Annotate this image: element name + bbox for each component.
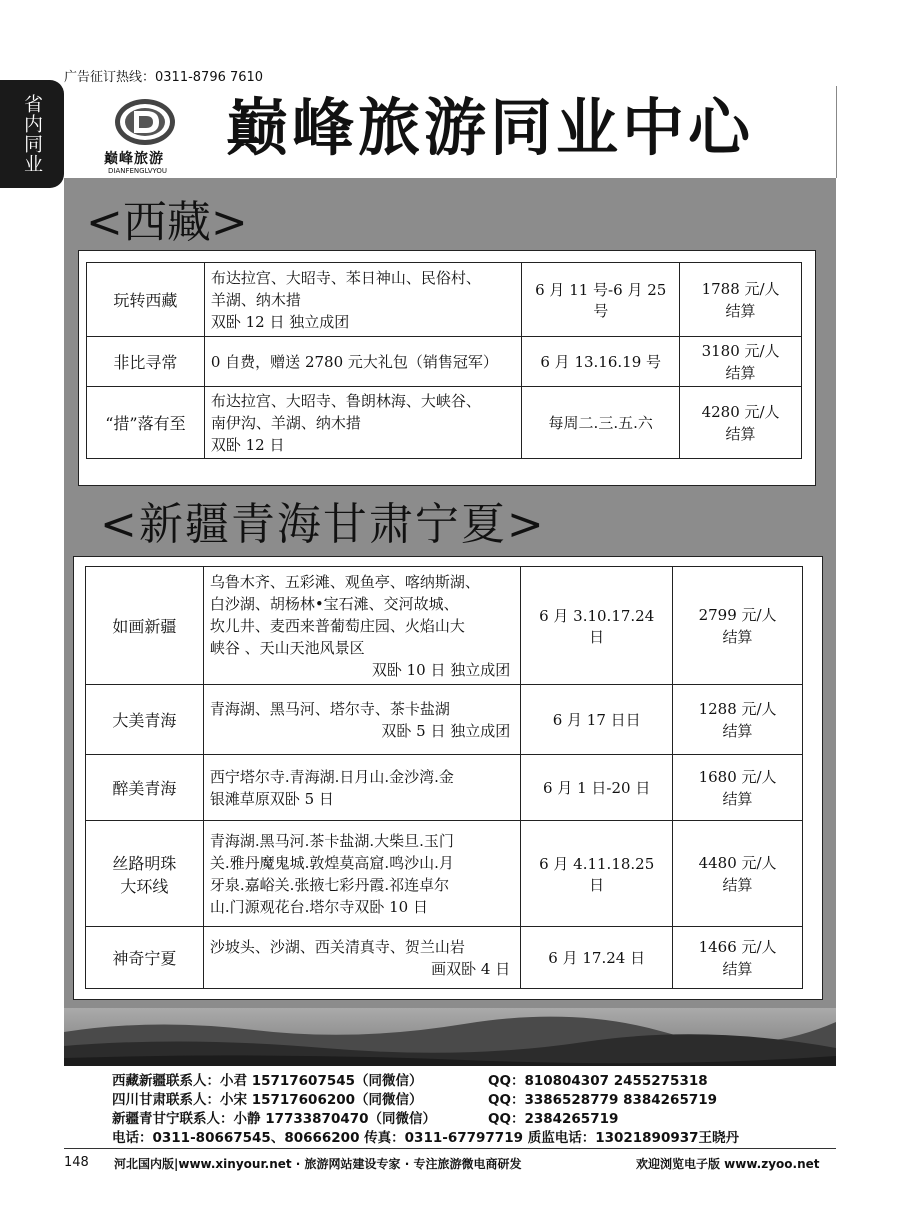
route-detail (204, 337, 521, 387)
cell-line: 双卧 12 日 独立成团 (210, 312, 350, 331)
cell-line: 结算 (722, 789, 753, 808)
cell-line: 醉美青海 (112, 779, 177, 798)
cell-line: 结算 (725, 363, 756, 382)
route-detail (203, 927, 520, 989)
route-name (86, 685, 204, 755)
cell-line: 画双卧 4 日 (431, 959, 511, 978)
cell-line: 2799 元/人 (698, 605, 777, 624)
cell-line: 双卧 10 日 独立成团 (371, 660, 511, 679)
cell-line: 6 月 1 日-20 日 (543, 779, 651, 797)
cell-line: 双卧 5 日 独立成团 (381, 721, 511, 740)
route-detail (204, 387, 521, 459)
logo-icon (112, 96, 178, 148)
departure-date (521, 927, 673, 989)
contact-left: 西藏新疆联系人：小君 15717607545（同微信） (112, 1073, 423, 1089)
contact-row (112, 1129, 739, 1148)
section-title-tibet: <西藏> (86, 197, 248, 248)
price (673, 755, 803, 821)
cell-line: 峡谷 、天山天池风景区 (209, 638, 365, 657)
cell-line: 青海湖.黑马河.茶卡盐湖.大柴旦.玉门 (209, 831, 454, 850)
side-tab: 省内同业 (0, 80, 64, 188)
departure-date: 每周二.三.五.六 (522, 387, 680, 459)
cell-line: 南伊沟、羊湖、纳木措 (210, 413, 361, 432)
cell-line: 布达拉宫、大昭寺、鲁朗林海、大峡谷、 (210, 391, 481, 410)
page-title: 巅峰旅游同业中心 (226, 91, 755, 164)
cell-line: 1680 元/人 (698, 767, 777, 786)
cell-line: 结算 (722, 875, 753, 894)
table-row (86, 755, 803, 821)
route-name (86, 821, 204, 927)
contact-qq: QQ：3386528779 8384265719 (488, 1092, 718, 1108)
route-name (86, 927, 204, 989)
cell-line: 结算 (725, 424, 756, 443)
footer-left-text: 河北国内版|www.xinyour.net · 旅游网站建设专家 · 专注旅游微电商研发 (114, 1157, 522, 1171)
contact-left: 电话：0311-80667545、80666200 传真：0311-67797719 质监电话：13021890937王晓丹 (112, 1130, 740, 1146)
table-row (86, 927, 803, 989)
section-title-northwest: <新疆青海甘肃宁夏> (100, 499, 546, 550)
tibet-table (86, 262, 802, 459)
contact-qq: QQ：2384265719 (488, 1111, 619, 1127)
cell-line: 结算 (722, 721, 753, 740)
route-detail (203, 567, 520, 685)
cell-line: 大环线 (120, 876, 169, 896)
price (680, 387, 802, 459)
price (673, 685, 803, 755)
cell-line: 乌鲁木齐、五彩滩、观鱼亭、喀纳斯湖、 (209, 572, 480, 591)
cell-line: 1288 元/人 (698, 699, 777, 718)
departure-date (521, 567, 673, 685)
table-row (86, 567, 803, 685)
cell-line: 银滩草原双卧 5 日 (209, 789, 334, 808)
cell-line: 6 月 17.24 日 (548, 949, 646, 967)
cell-line: 6 月 4.11.18.25 (539, 854, 655, 873)
logo-text: 巅峰旅游 (104, 151, 164, 167)
cell-line: 3180 元/人 (701, 341, 780, 360)
contact-row (112, 1072, 739, 1091)
cell-line: 羊湖、纳木措 (210, 290, 301, 309)
cell-line: 布达拉宫、大昭寺、苯日神山、民俗村、 (210, 268, 481, 287)
cell-line: 如画新疆 (112, 617, 177, 636)
price (673, 821, 803, 927)
footer-rule (64, 1148, 836, 1149)
ad-hotline: 广告征订热线：0311-8796 7610 (64, 70, 264, 85)
route-detail (203, 685, 520, 755)
departure-date (521, 821, 673, 927)
table-row (87, 337, 802, 387)
cell-line: 青海湖、黑马河、塔尔寺、茶卡盐湖 (209, 699, 450, 718)
cell-line: 神奇宁夏 (112, 949, 177, 968)
cell-line: 0 自费，赠送 2780 元大礼包（销售冠军） (210, 352, 498, 371)
departure-date (521, 755, 673, 821)
cell-line: 4480 元/人 (698, 853, 777, 872)
cell-line: 4280 元/人 (701, 402, 780, 421)
departure-date: 6 月 13.16.19 号 (522, 337, 680, 387)
route-name: 玩转西藏 (87, 263, 205, 337)
route-name: “措”落有至 (87, 387, 205, 459)
table-row (87, 263, 802, 337)
contact-row (112, 1110, 739, 1129)
route-detail (204, 263, 521, 337)
cell-line: 结算 (725, 301, 756, 320)
departure-date (521, 685, 673, 755)
cell-line: 6 月 17 日日 (552, 711, 641, 729)
table-row (86, 821, 803, 927)
route-name (86, 567, 204, 685)
contact-row (112, 1091, 739, 1110)
cell-line: 日 (589, 875, 605, 894)
cell-line: 西宁塔尔寺.青海湖.日月山.金沙湾.金 (209, 767, 454, 786)
route-name (86, 755, 204, 821)
price (673, 927, 803, 989)
cell-line: 坎儿井、麦西来普葡萄庄园、火焰山大 (209, 616, 465, 635)
cell-line: 关.雅丹魔鬼城.敦煌莫高窟.鸣沙山.月 (209, 853, 454, 872)
table-row (86, 685, 803, 755)
footer-right-text: 欢迎浏览电子版 www.zyoo.net (636, 1157, 820, 1171)
landscape-photo (64, 1008, 836, 1066)
cell-line: 丝路明珠 (112, 853, 177, 873)
price (680, 263, 802, 337)
contact-left: 四川甘肃联系人：小宋 15717606200（同微信） (112, 1092, 423, 1108)
contact-info (112, 1072, 739, 1148)
cell-line: 沙坡头、沙湖、西关清真寺、贺兰山岩 (209, 937, 465, 956)
cell-line: 大美青海 (112, 711, 177, 730)
northwest-table (85, 566, 803, 989)
route-detail (203, 755, 520, 821)
logo-subtext: DIANFENGLVYOU (108, 167, 168, 175)
cell-line: 1466 元/人 (698, 937, 777, 956)
cell-line: 双卧 12 日 (210, 435, 285, 454)
price (680, 337, 802, 387)
cell-line: 牙泉.嘉峪关.张掖七彩丹霞.祁连卓尔 (209, 875, 450, 894)
cell-line: 日 (589, 627, 605, 646)
route-name: 非比寻常 (87, 337, 205, 387)
cell-line: 白沙湖、胡杨林•宝石滩、交河故城、 (209, 594, 459, 613)
route-detail (203, 821, 520, 927)
price (673, 567, 803, 685)
page-number: 148 (64, 1155, 89, 1170)
cell-line: 结算 (722, 959, 753, 978)
departure-date: 6 月 11 号-6 月 25 号 (522, 263, 680, 337)
table-row (87, 387, 802, 459)
cell-line: 结算 (722, 627, 753, 646)
cell-line: 6 月 3.10.17.24 (539, 606, 655, 625)
contact-qq: QQ：810804307 2455275318 (488, 1073, 708, 1089)
cell-line: 山.门源观花台.塔尔寺双卧 10 日 (209, 897, 428, 916)
cell-line: 1788 元/人 (701, 279, 780, 298)
contact-left: 新疆青甘宁联系人：小静 17733870470（同微信） (112, 1111, 437, 1127)
